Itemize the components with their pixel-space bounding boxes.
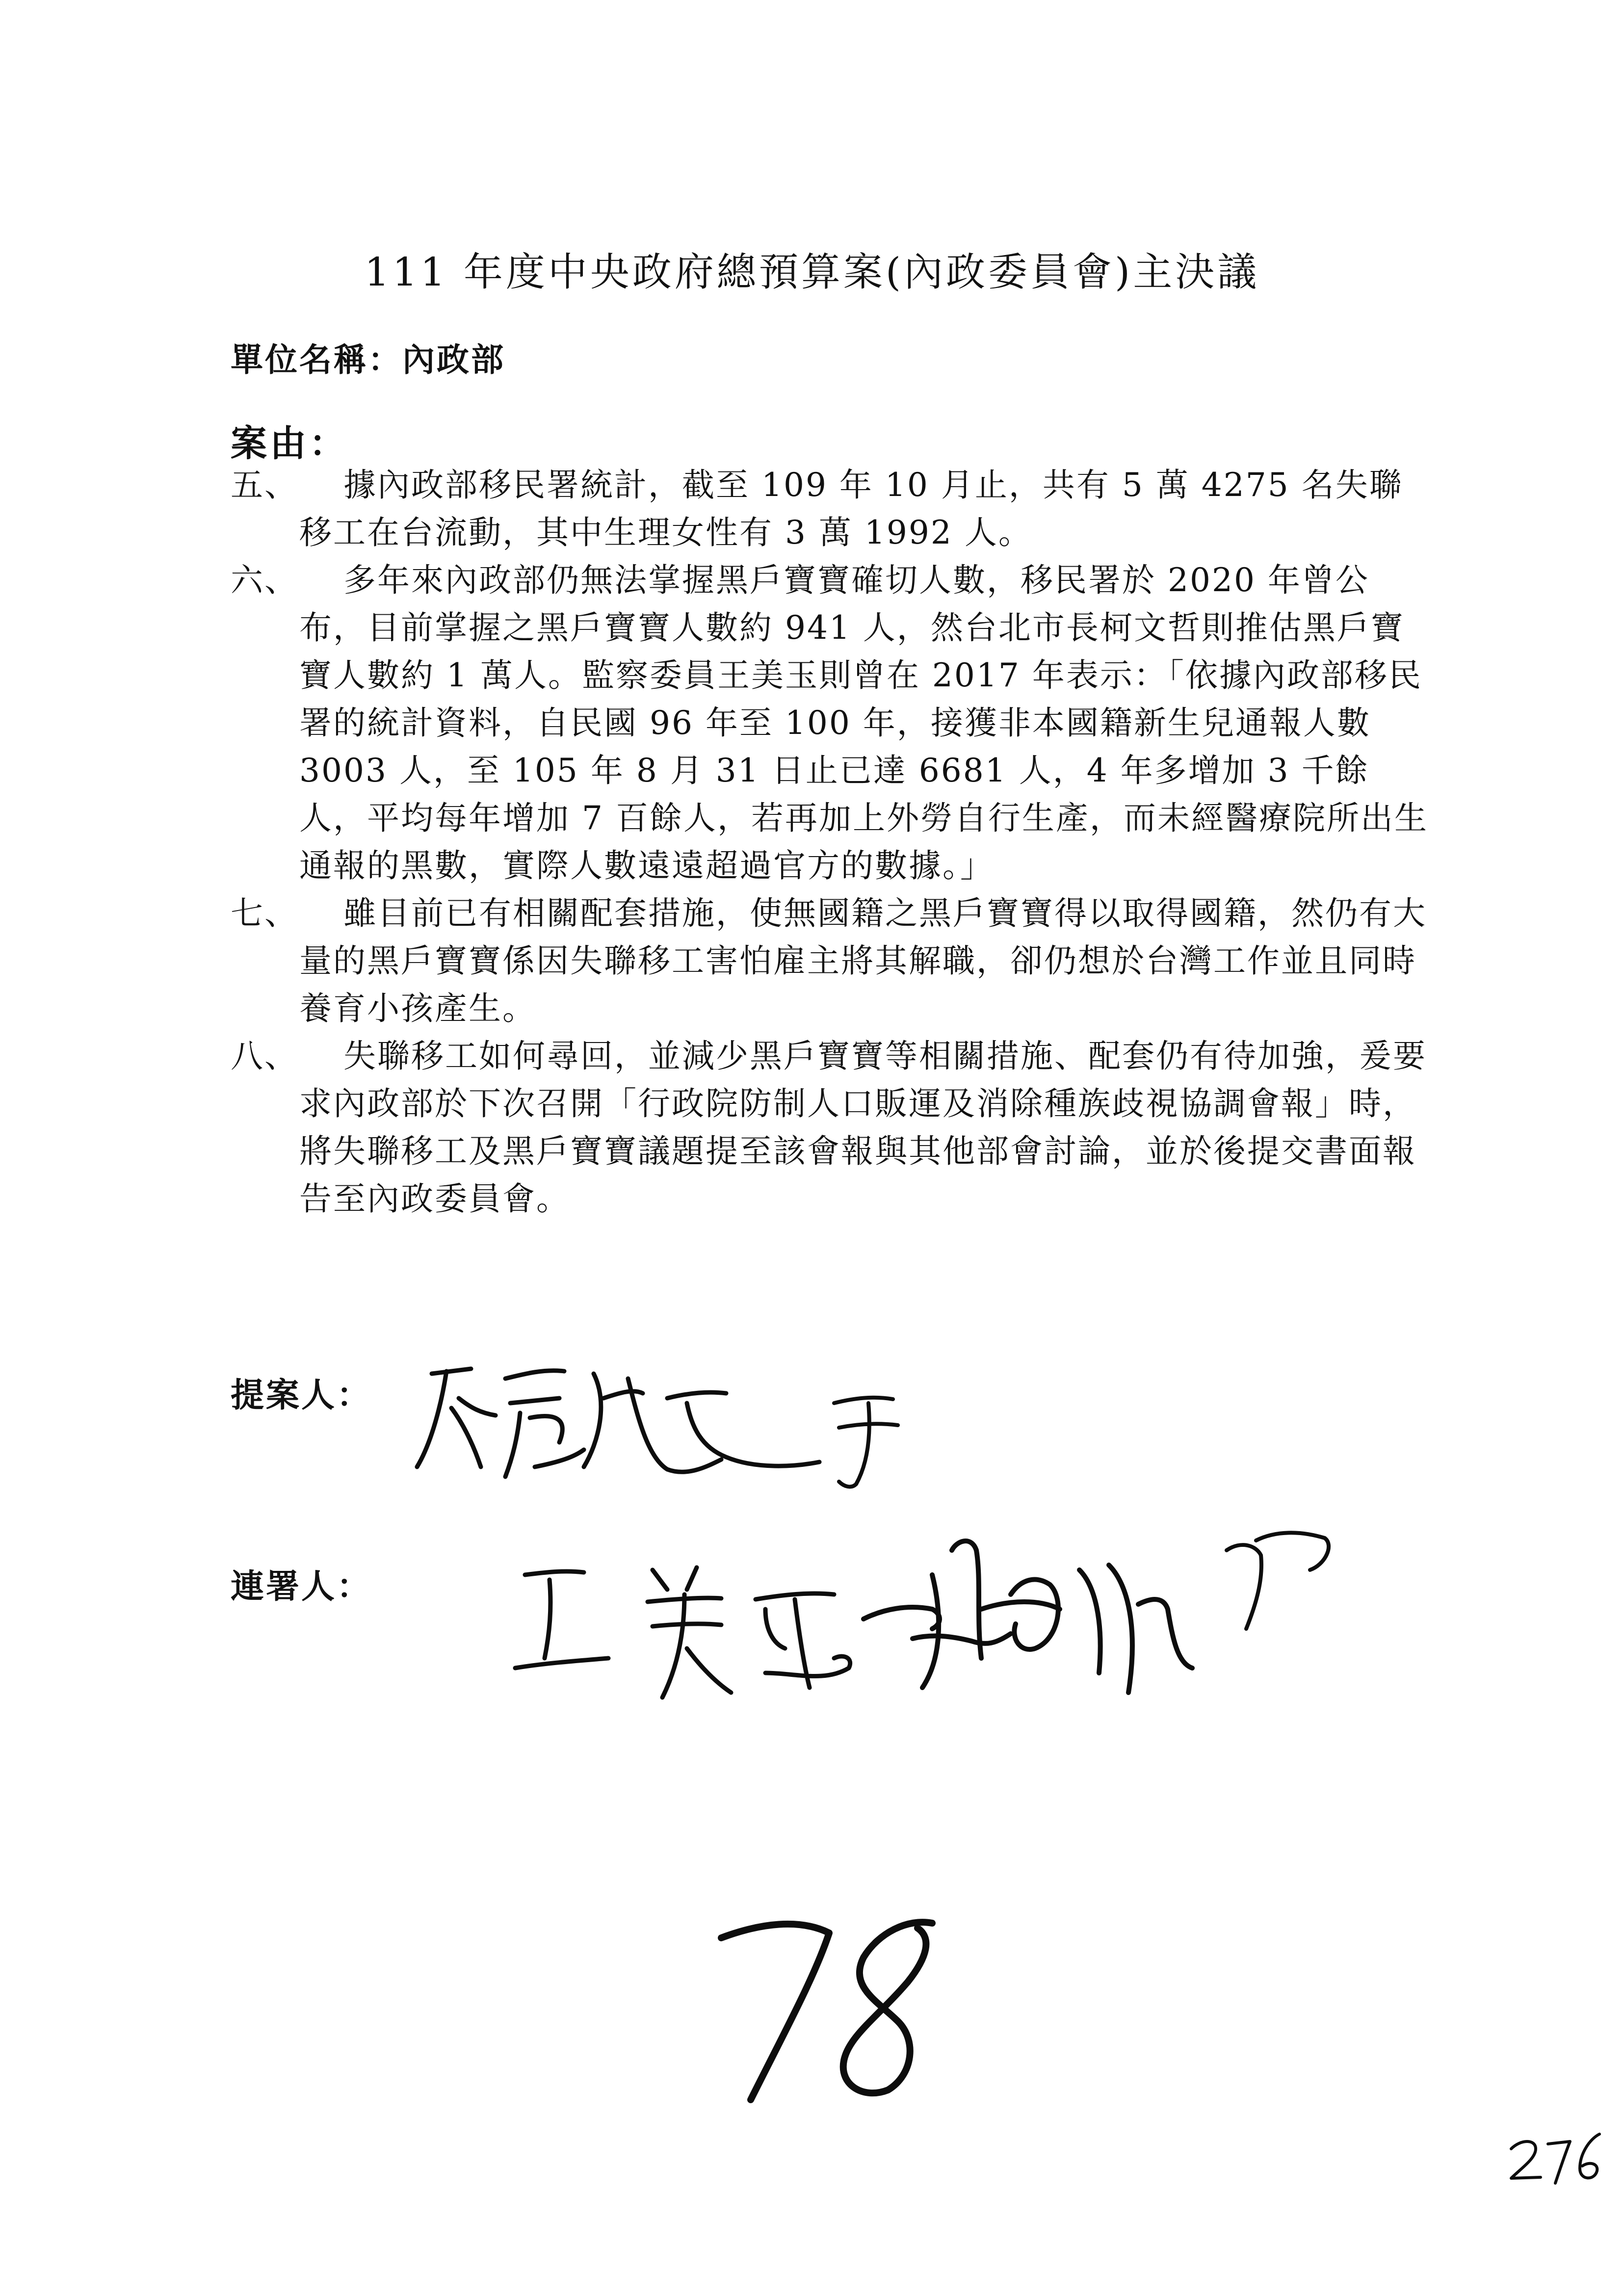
reason-item xyxy=(231,556,1433,889)
item-text: 失聯移工如何尋回，並減少黑戶寶寶等相關措施、配套仍有待加強，爰要求內政部於下次召開「行政院防制人口販運及消除種族歧視協調會報」時，將失聯移工及黑戶寶寶議題提至該會報與其他部會討論，並於後提交書面報告至內政委員會。 xyxy=(299,1037,1427,1218)
reason-item xyxy=(231,1032,1433,1223)
reason-items-list xyxy=(231,461,1433,1223)
proposer-label: 提案人： xyxy=(231,1376,372,1415)
item-number: 七、 xyxy=(231,894,298,932)
handwritten-corner-number xyxy=(1501,2119,1614,2188)
reason-item xyxy=(231,889,1433,1032)
cosigner-label: 連署人： xyxy=(231,1567,372,1606)
document-title: 111 年度中央政府總預算案(內政委員會)主決議 xyxy=(364,249,1260,295)
item-number: 八、 xyxy=(231,1037,298,1075)
proposer-signature xyxy=(412,1344,952,1501)
cosigner-signatures xyxy=(491,1511,1433,1717)
item-number: 五、 xyxy=(231,466,298,504)
item-text: 多年來內政部仍無法掌握黑戶寶寶確切人數，移民署於 2020 年曾公布，目前掌握之黑戶寶寶人數約 941 人，然台北市長柯文哲則推估黑戶寶寶人數約 1 萬人。監察委員王美玉則曾在 2017 年表示：「依據內政部移民署的統計資料，自民國 96 年至 100 年，接獲非本國籍新生兒通報人數 3003 人，至 105 年 8 月 31 日止已達 6681 人，4 年多增加 3 千餘人，平均每年增加 7 百餘人，若再加上外勞自行生產，而未經醫療院所出生通報的黑數，實際人數遠遠超過官方的數據。」 xyxy=(299,561,1428,885)
item-number: 六、 xyxy=(231,561,298,599)
handwritten-page-number xyxy=(702,1904,957,2129)
unit-name-line: 單位名稱：內政部 xyxy=(231,341,505,379)
reason-label: 案由： xyxy=(231,422,348,465)
item-text: 據內政部移民署統計，截至 109 年 10 月止，共有 5 萬 4275 名失聯移工在台流動，其中生理女性有 3 萬 1992 人。 xyxy=(299,466,1403,551)
item-text: 雖目前已有相關配套措施，使無國籍之黑戶寶寶得以取得國籍，然仍有大量的黑戶寶寶係因失聯移工害怕雇主將其解職，卻仍想於台灣工作並且同時養育小孩產生。 xyxy=(299,894,1427,1027)
reason-item xyxy=(231,461,1433,556)
